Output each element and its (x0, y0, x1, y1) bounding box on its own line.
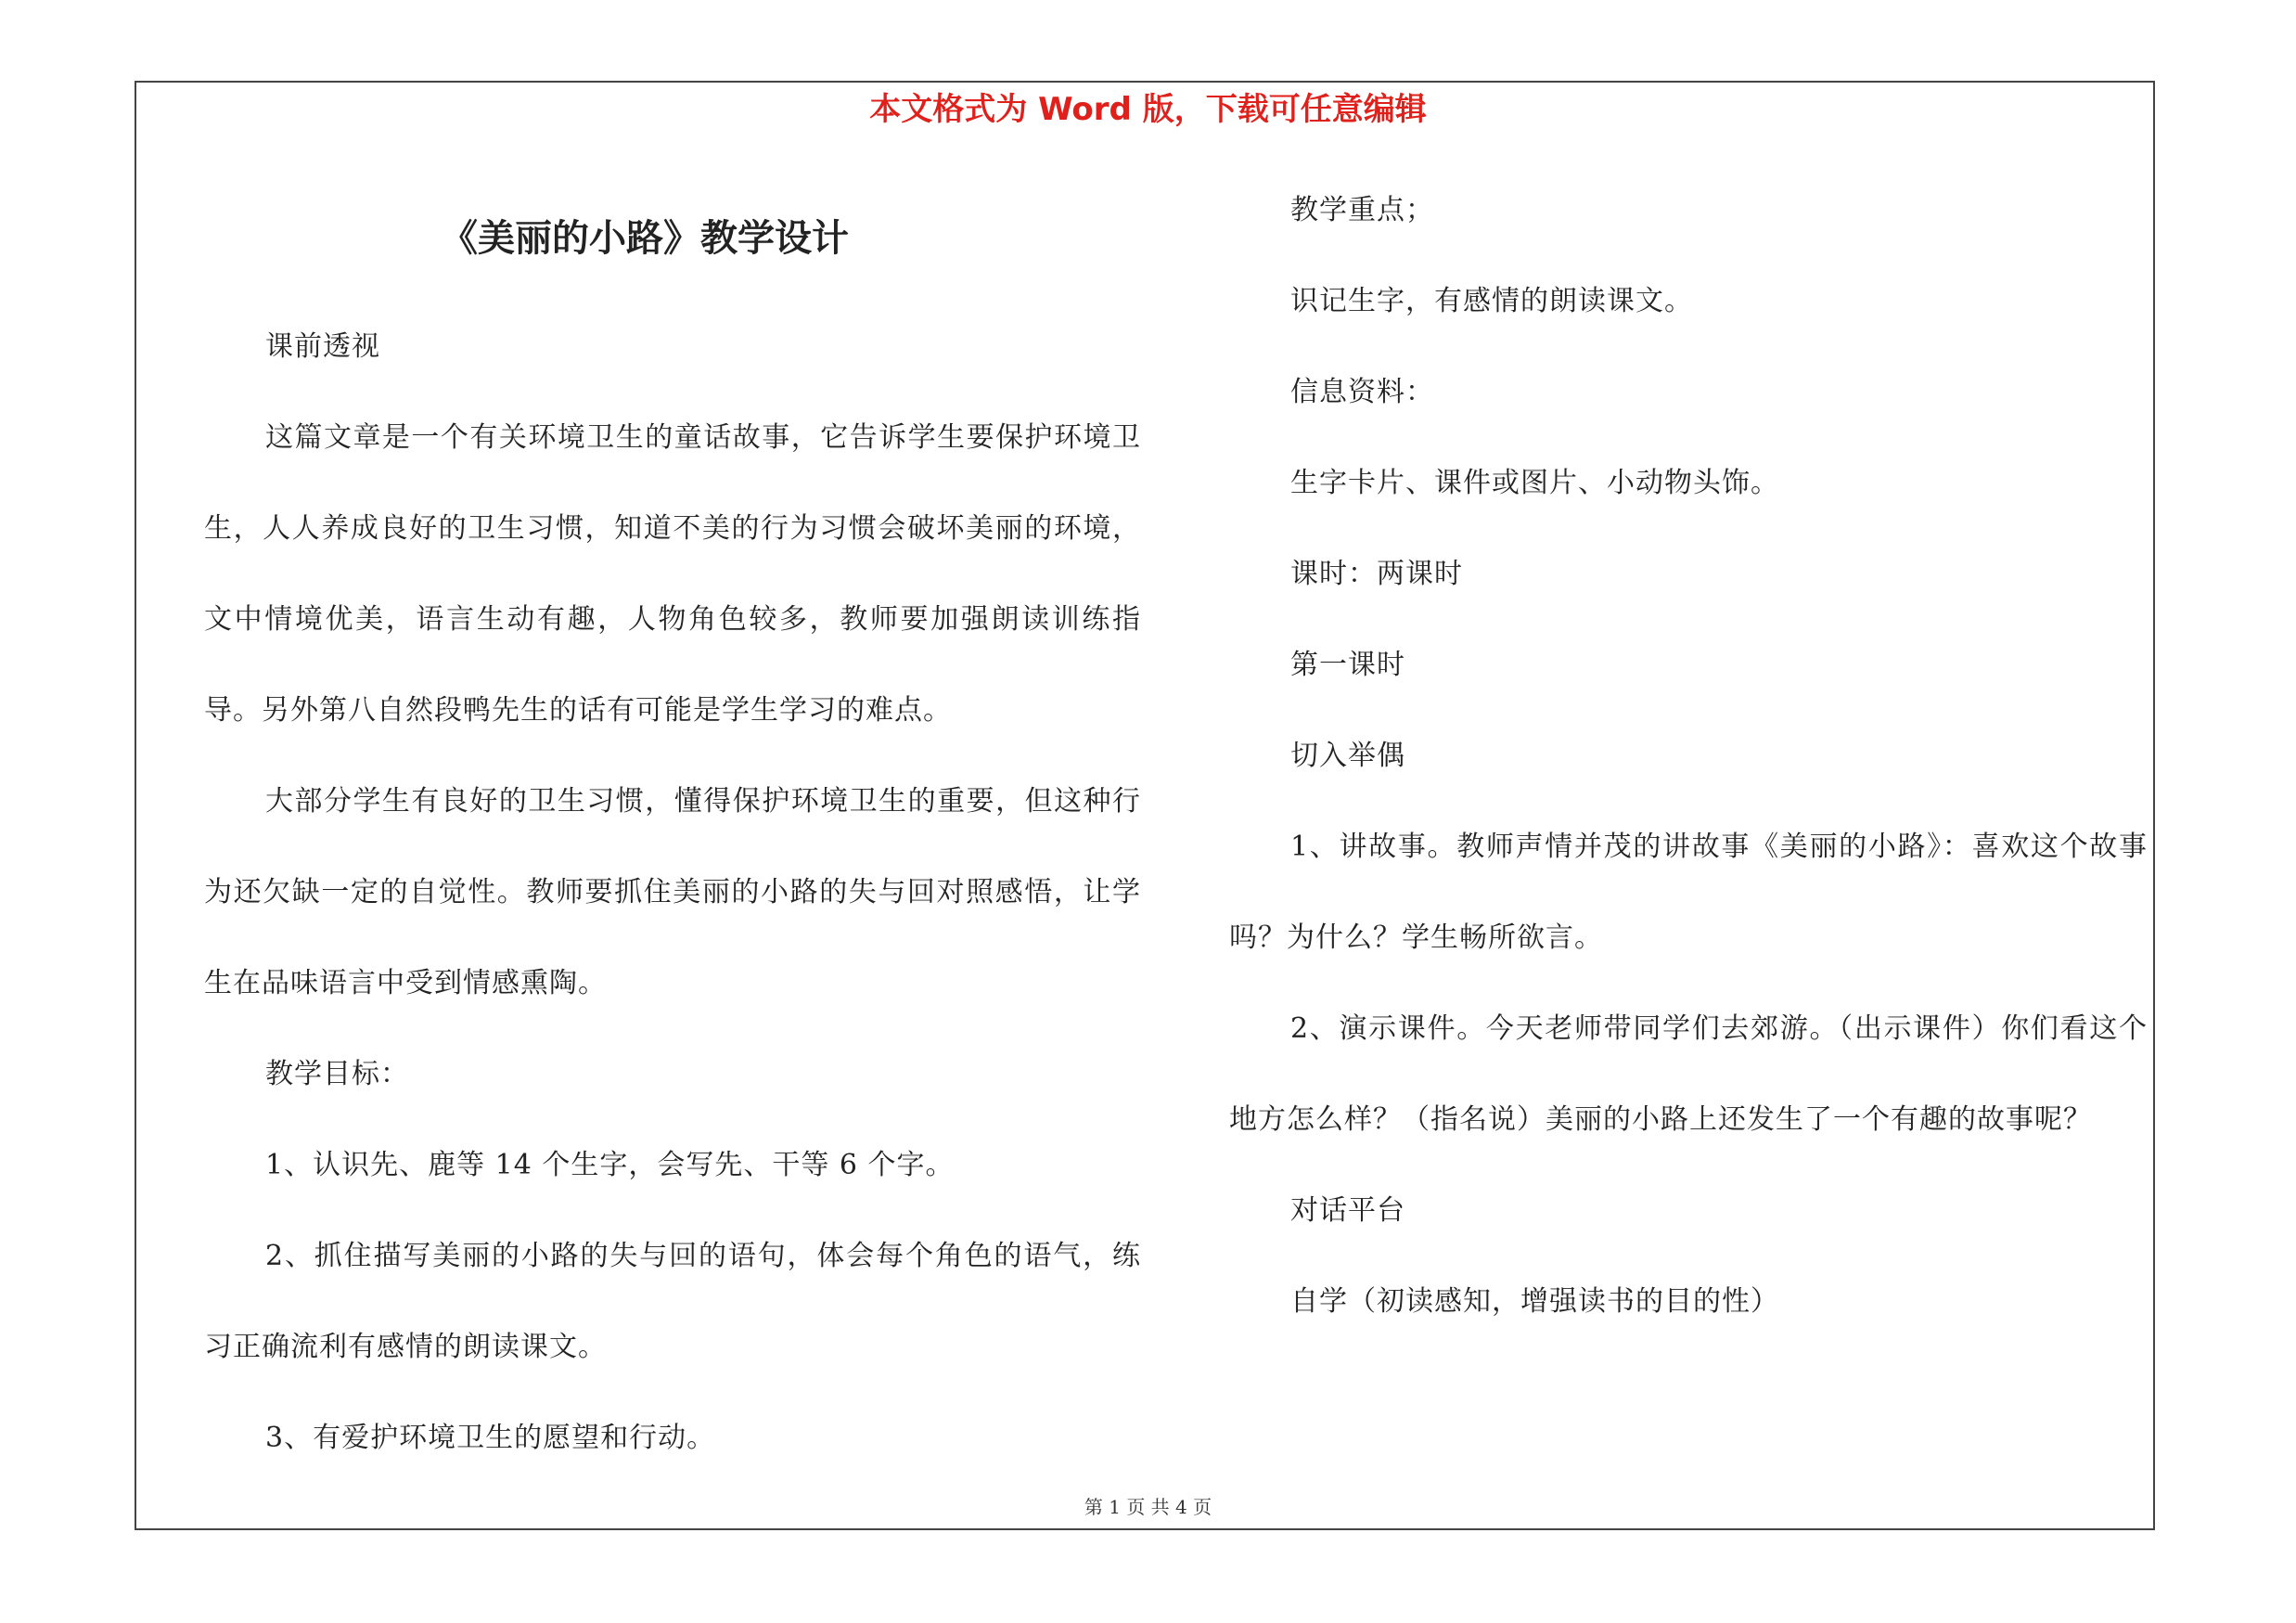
paragraph: 3、有爱护环境卫生的愿望和行动。 (265, 1422, 716, 1454)
paragraph: 教学重点； (1290, 194, 1434, 226)
document-title: 《美丽的小路》教学设计 (441, 216, 849, 260)
format-banner: 本文格式为 Word 版，下载可任意编辑 (869, 91, 1427, 128)
paragraph: 识记生字，有感情的朗读课文。 (1290, 285, 1693, 317)
paragraph: 大部分学生有良好的卫生习惯，懂得保护环境卫生的重要，但这种行为还欠缺一定的自觉性。教师要抓住美丽的小路的失与回对照感悟，让学生在品味语言中受到情感熏陶。 (204, 785, 1141, 999)
paragraph: 对话平台 (1290, 1194, 1405, 1227)
paragraph: 1、讲故事。教师声情并茂的讲故事《美丽的小路》：喜欢这个故事吗？为什么？学生畅所欲言。 (1229, 831, 2148, 954)
paragraph: 自学（初读感知，增强读书的目的性） (1290, 1285, 1779, 1318)
paragraph: 信息资料： (1290, 376, 1434, 408)
paragraph: 2、抓住描写美丽的小路的失与回的语句，体会每个角色的语气，练习正确流利有感情的朗读课文。 (204, 1240, 1141, 1363)
paragraph: 课前透视 (265, 330, 380, 363)
paragraph: 切入举偶 (1290, 740, 1405, 772)
paragraph: 这篇文章是一个有关环境卫生的童话故事，它告诉学生要保护环境卫生，人人养成良好的卫生习惯，知道不美的行为习惯会破坏美丽的环境，文中情境优美，语言生动有趣，人物角色较多，教师要加强朗读训练指导。另外第八自然段鸭先生的话有可能是学生学习的难点。 (204, 421, 1141, 727)
page-number-footer: 第 1 页 共 4 页 (1084, 1496, 1212, 1518)
right-column (1229, 165, 2148, 1347)
paragraph: 第一课时 (1290, 649, 1405, 681)
paragraph: 生字卡片、课件或图片、小动物头饰。 (1290, 467, 1779, 499)
paragraph: 1、认识先、鹿等 14 个生字，会写先、干等 6 个字。 (265, 1149, 955, 1181)
left-column (204, 302, 1141, 1484)
paragraph: 2、演示课件。今天老师带同学们去郊游。（出示课件）你们看这个地方怎么样？（指名说）美丽的小路上还发生了一个有趣的故事呢？ (1229, 1012, 2148, 1136)
paragraph: 课时：两课时 (1290, 558, 1463, 590)
paragraph: 教学目标： (265, 1058, 409, 1090)
